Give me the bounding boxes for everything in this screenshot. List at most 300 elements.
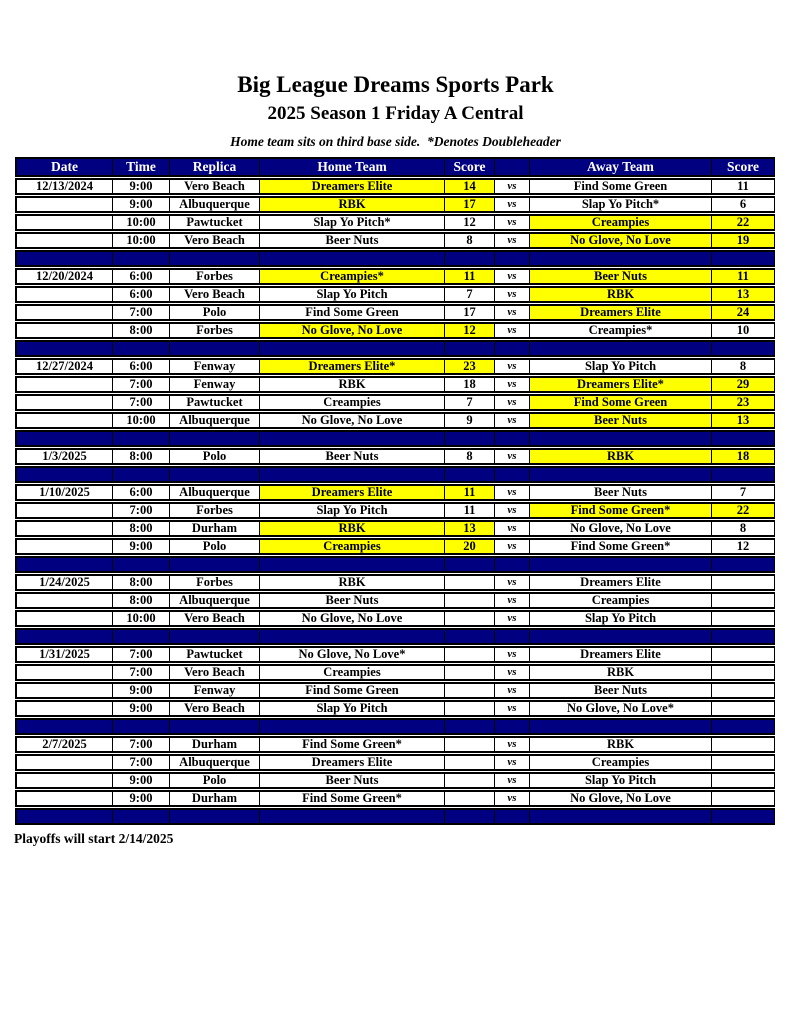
time-cell: 8:00 xyxy=(113,592,170,609)
date-cell xyxy=(15,232,113,249)
date-cell xyxy=(15,772,113,789)
column-header-away-score: Score xyxy=(712,157,775,177)
separator-cell xyxy=(530,718,712,735)
away-team-cell: Slap Yo Pitch* xyxy=(530,196,712,213)
away-team-cell: Creampies* xyxy=(530,322,712,339)
time-cell: 6:00 xyxy=(113,286,170,303)
schedule-row xyxy=(15,538,775,555)
separator-cell xyxy=(260,250,445,267)
time-cell: 7:00 xyxy=(113,754,170,771)
date-cell: 1/10/2025 xyxy=(15,484,113,501)
away-score-cell: 8 xyxy=(712,520,775,537)
replica-cell: Polo xyxy=(170,538,260,555)
date-cell xyxy=(15,394,113,411)
schedule-row xyxy=(15,790,775,807)
replica-cell: Vero Beach xyxy=(170,610,260,627)
time-cell: 7:00 xyxy=(113,646,170,663)
date-cell xyxy=(15,520,113,537)
replica-cell: Pawtucket xyxy=(170,214,260,231)
legend-note: Home team sits on third base side. *Denotes Doubleheader xyxy=(230,134,561,149)
away-team-cell: Beer Nuts xyxy=(530,484,712,501)
vs-cell: vs xyxy=(495,196,530,213)
column-header-date: Date xyxy=(15,157,113,177)
replica-cell: Albuquerque xyxy=(170,484,260,501)
separator-cell xyxy=(170,808,260,825)
home-team-cell: Find Some Green* xyxy=(260,736,445,753)
separator-cell xyxy=(445,556,495,573)
schedule-row xyxy=(15,412,775,429)
separator-cell xyxy=(260,466,445,483)
date-cell xyxy=(15,610,113,627)
date-separator-row xyxy=(15,250,775,267)
home-score-cell xyxy=(445,574,495,591)
schedule-row xyxy=(15,646,775,663)
separator-cell xyxy=(15,250,113,267)
separator-cell xyxy=(260,430,445,447)
away-team-cell: Slap Yo Pitch xyxy=(530,358,712,375)
separator-cell xyxy=(445,718,495,735)
away-score-cell: 22 xyxy=(712,502,775,519)
date-separator-row xyxy=(15,466,775,483)
away-score-cell: 8 xyxy=(712,358,775,375)
schedule-row xyxy=(15,358,775,375)
schedule-row xyxy=(15,754,775,771)
schedule-row xyxy=(15,664,775,681)
schedule-row xyxy=(15,772,775,789)
separator-cell xyxy=(445,340,495,357)
separator-cell xyxy=(15,718,113,735)
replica-cell: Forbes xyxy=(170,268,260,285)
separator-cell xyxy=(495,250,530,267)
away-team-cell: RBK xyxy=(530,286,712,303)
vs-cell: vs xyxy=(495,412,530,429)
date-cell xyxy=(15,412,113,429)
home-team-cell: No Glove, No Love xyxy=(260,610,445,627)
vs-cell: vs xyxy=(495,520,530,537)
away-score-cell xyxy=(712,700,775,717)
away-team-cell: RBK xyxy=(530,664,712,681)
schedule-row xyxy=(15,214,775,231)
separator-cell xyxy=(712,718,775,735)
schedule-row xyxy=(15,736,775,753)
home-score-cell xyxy=(445,790,495,807)
replica-cell: Albuquerque xyxy=(170,592,260,609)
vs-cell: vs xyxy=(495,232,530,249)
separator-cell xyxy=(530,430,712,447)
separator-cell xyxy=(712,808,775,825)
date-cell: 2/7/2025 xyxy=(15,736,113,753)
away-score-cell: 23 xyxy=(712,394,775,411)
home-team-cell: Creampies xyxy=(260,394,445,411)
column-header-time: Time xyxy=(113,157,170,177)
replica-cell: Forbes xyxy=(170,574,260,591)
separator-cell xyxy=(170,556,260,573)
away-score-cell: 12 xyxy=(712,538,775,555)
replica-cell: Fenway xyxy=(170,376,260,393)
time-cell: 9:00 xyxy=(113,682,170,699)
home-team-cell: RBK xyxy=(260,574,445,591)
away-score-cell: 19 xyxy=(712,232,775,249)
replica-cell: Forbes xyxy=(170,502,260,519)
replica-cell: Albuquerque xyxy=(170,196,260,213)
separator-cell xyxy=(712,340,775,357)
away-team-cell: Find Some Green xyxy=(530,178,712,195)
vs-cell: vs xyxy=(495,574,530,591)
home-team-cell: Find Some Green* xyxy=(260,790,445,807)
replica-cell: Albuquerque xyxy=(170,412,260,429)
home-score-cell xyxy=(445,682,495,699)
away-team-cell: Beer Nuts xyxy=(530,268,712,285)
time-cell: 8:00 xyxy=(113,448,170,465)
away-team-cell: No Glove, No Love* xyxy=(530,700,712,717)
away-team-cell: Dreamers Elite* xyxy=(530,376,712,393)
replica-cell: Vero Beach xyxy=(170,232,260,249)
date-cell: 1/24/2025 xyxy=(15,574,113,591)
separator-cell xyxy=(113,628,170,645)
date-cell: 12/27/2024 xyxy=(15,358,113,375)
time-cell: 7:00 xyxy=(113,394,170,411)
home-score-cell: 17 xyxy=(445,196,495,213)
date-cell xyxy=(15,592,113,609)
separator-cell xyxy=(495,556,530,573)
home-team-cell: Slap Yo Pitch xyxy=(260,700,445,717)
away-team-cell: RBK xyxy=(530,448,712,465)
date-cell xyxy=(15,754,113,771)
home-score-cell: 17 xyxy=(445,304,495,321)
date-separator-row xyxy=(15,340,775,357)
home-score-cell xyxy=(445,736,495,753)
date-cell: 12/13/2024 xyxy=(15,178,113,195)
away-score-cell xyxy=(712,574,775,591)
away-team-cell: Dreamers Elite xyxy=(530,574,712,591)
away-team-cell: Creampies xyxy=(530,754,712,771)
home-score-cell xyxy=(445,700,495,717)
home-score-cell: 11 xyxy=(445,484,495,501)
date-separator-row xyxy=(15,808,775,825)
away-score-cell: 7 xyxy=(712,484,775,501)
vs-cell: vs xyxy=(495,610,530,627)
schedule-row xyxy=(15,178,775,195)
vs-cell: vs xyxy=(495,700,530,717)
header-row xyxy=(15,157,775,177)
playoffs-note: Playoffs will start 2/14/2025 xyxy=(14,831,174,846)
time-cell: 8:00 xyxy=(113,574,170,591)
home-score-cell: 7 xyxy=(445,286,495,303)
away-score-cell: 13 xyxy=(712,286,775,303)
away-score-cell xyxy=(712,736,775,753)
home-score-cell: 18 xyxy=(445,376,495,393)
date-cell xyxy=(15,214,113,231)
away-team-cell: Beer Nuts xyxy=(530,682,712,699)
replica-cell: Vero Beach xyxy=(170,700,260,717)
home-team-cell: RBK xyxy=(260,376,445,393)
home-score-cell: 9 xyxy=(445,412,495,429)
home-score-cell xyxy=(445,772,495,789)
separator-cell xyxy=(495,340,530,357)
replica-cell: Vero Beach xyxy=(170,178,260,195)
vs-cell: vs xyxy=(495,754,530,771)
separator-cell xyxy=(15,340,113,357)
home-team-cell: Beer Nuts xyxy=(260,772,445,789)
schedule-body xyxy=(15,178,775,825)
vs-cell: vs xyxy=(495,304,530,321)
away-score-cell: 29 xyxy=(712,376,775,393)
separator-cell xyxy=(530,628,712,645)
home-team-cell: Find Some Green xyxy=(260,304,445,321)
separator-cell xyxy=(530,250,712,267)
home-team-cell: Beer Nuts xyxy=(260,232,445,249)
vs-cell: vs xyxy=(495,448,530,465)
vs-cell: vs xyxy=(495,376,530,393)
vs-cell: vs xyxy=(495,682,530,699)
date-cell xyxy=(15,538,113,555)
replica-cell: Vero Beach xyxy=(170,286,260,303)
home-team-cell: No Glove, No Love xyxy=(260,322,445,339)
home-team-cell: Beer Nuts xyxy=(260,448,445,465)
separator-cell xyxy=(445,808,495,825)
replica-cell: Vero Beach xyxy=(170,664,260,681)
date-cell: 1/31/2025 xyxy=(15,646,113,663)
schedule-row xyxy=(15,574,775,591)
home-team-cell: Creampies xyxy=(260,664,445,681)
schedule-row xyxy=(15,502,775,519)
separator-cell xyxy=(15,466,113,483)
away-score-cell xyxy=(712,664,775,681)
column-header-away-team: Away Team xyxy=(530,157,712,177)
away-team-cell: Slap Yo Pitch xyxy=(530,772,712,789)
vs-cell: vs xyxy=(495,484,530,501)
schedule-row xyxy=(15,610,775,627)
separator-cell xyxy=(712,556,775,573)
vs-cell: vs xyxy=(495,646,530,663)
time-cell: 6:00 xyxy=(113,358,170,375)
vs-cell: vs xyxy=(495,592,530,609)
home-score-cell xyxy=(445,592,495,609)
home-score-cell: 12 xyxy=(445,214,495,231)
separator-cell xyxy=(495,718,530,735)
home-team-cell: Dreamers Elite xyxy=(260,754,445,771)
time-cell: 10:00 xyxy=(113,412,170,429)
separator-cell xyxy=(113,340,170,357)
season-subtitle: 2025 Season 1 Friday A Central xyxy=(267,103,524,124)
separator-cell xyxy=(15,556,113,573)
home-team-cell: Creampies* xyxy=(260,268,445,285)
date-cell xyxy=(15,790,113,807)
separator-cell xyxy=(260,628,445,645)
home-score-cell xyxy=(445,646,495,663)
separator-cell xyxy=(712,466,775,483)
away-team-cell: Dreamers Elite xyxy=(530,304,712,321)
home-team-cell: Dreamers Elite xyxy=(260,484,445,501)
away-score-cell xyxy=(712,790,775,807)
home-score-cell: 23 xyxy=(445,358,495,375)
home-team-cell: Find Some Green xyxy=(260,682,445,699)
schedule-row xyxy=(15,196,775,213)
separator-cell xyxy=(445,250,495,267)
home-score-cell: 13 xyxy=(445,520,495,537)
time-cell: 7:00 xyxy=(113,304,170,321)
vs-cell: vs xyxy=(495,394,530,411)
away-score-cell xyxy=(712,754,775,771)
vs-cell: vs xyxy=(495,358,530,375)
schedule-table xyxy=(15,156,775,826)
vs-cell: vs xyxy=(495,736,530,753)
separator-cell xyxy=(530,340,712,357)
home-team-cell: Slap Yo Pitch xyxy=(260,286,445,303)
date-cell xyxy=(15,376,113,393)
date-cell xyxy=(15,304,113,321)
time-cell: 10:00 xyxy=(113,214,170,231)
separator-cell xyxy=(445,628,495,645)
separator-cell xyxy=(495,628,530,645)
away-score-cell: 22 xyxy=(712,214,775,231)
time-cell: 9:00 xyxy=(113,196,170,213)
separator-cell xyxy=(445,430,495,447)
schedule-row xyxy=(15,286,775,303)
replica-cell: Polo xyxy=(170,772,260,789)
replica-cell: Forbes xyxy=(170,322,260,339)
home-score-cell: 14 xyxy=(445,178,495,195)
away-team-cell: No Glove, No Love xyxy=(530,520,712,537)
away-score-cell xyxy=(712,772,775,789)
schedule-row xyxy=(15,394,775,411)
date-separator-row xyxy=(15,556,775,573)
schedule-row xyxy=(15,520,775,537)
vs-cell: vs xyxy=(495,268,530,285)
home-team-cell: Dreamers Elite xyxy=(260,178,445,195)
separator-cell xyxy=(113,250,170,267)
separator-cell xyxy=(445,466,495,483)
away-team-cell: Creampies xyxy=(530,214,712,231)
away-score-cell xyxy=(712,682,775,699)
vs-cell: vs xyxy=(495,322,530,339)
replica-cell: Polo xyxy=(170,448,260,465)
vs-cell: vs xyxy=(495,790,530,807)
replica-cell: Pawtucket xyxy=(170,646,260,663)
date-cell xyxy=(15,286,113,303)
schedule-row xyxy=(15,304,775,321)
separator-cell xyxy=(495,466,530,483)
away-score-cell: 6 xyxy=(712,196,775,213)
away-score-cell: 11 xyxy=(712,268,775,285)
separator-cell xyxy=(495,430,530,447)
home-score-cell: 20 xyxy=(445,538,495,555)
time-cell: 9:00 xyxy=(113,790,170,807)
time-cell: 8:00 xyxy=(113,520,170,537)
replica-cell: Durham xyxy=(170,790,260,807)
vs-cell: vs xyxy=(495,178,530,195)
separator-cell xyxy=(170,340,260,357)
replica-cell: Durham xyxy=(170,520,260,537)
schedule-row xyxy=(15,484,775,501)
replica-cell: Polo xyxy=(170,304,260,321)
home-team-cell: Slap Yo Pitch xyxy=(260,502,445,519)
schedule-row xyxy=(15,376,775,393)
separator-cell xyxy=(260,556,445,573)
date-cell xyxy=(15,322,113,339)
replica-cell: Albuquerque xyxy=(170,754,260,771)
replica-cell: Fenway xyxy=(170,682,260,699)
time-cell: 9:00 xyxy=(113,538,170,555)
column-header-replica: Replica xyxy=(170,157,260,177)
time-cell: 7:00 xyxy=(113,736,170,753)
away-team-cell: Find Some Green* xyxy=(530,538,712,555)
column-header-home-team: Home Team xyxy=(260,157,445,177)
schedule-row xyxy=(15,448,775,465)
separator-cell xyxy=(260,340,445,357)
home-team-cell: RBK xyxy=(260,196,445,213)
away-team-cell: No Glove, No Love xyxy=(530,790,712,807)
time-cell: 7:00 xyxy=(113,502,170,519)
date-cell: 12/20/2024 xyxy=(15,268,113,285)
separator-cell xyxy=(260,718,445,735)
separator-cell xyxy=(113,808,170,825)
replica-cell: Durham xyxy=(170,736,260,753)
away-team-cell: No Glove, No Love xyxy=(530,232,712,249)
time-cell: 9:00 xyxy=(113,178,170,195)
separator-cell xyxy=(530,556,712,573)
vs-cell: vs xyxy=(495,664,530,681)
vs-cell: vs xyxy=(495,214,530,231)
time-cell: 7:00 xyxy=(113,376,170,393)
separator-cell xyxy=(495,808,530,825)
date-separator-row xyxy=(15,430,775,447)
home-score-cell: 11 xyxy=(445,502,495,519)
time-cell: 9:00 xyxy=(113,700,170,717)
home-team-cell: Creampies xyxy=(260,538,445,555)
separator-cell xyxy=(113,556,170,573)
separator-cell xyxy=(113,430,170,447)
date-cell xyxy=(15,502,113,519)
schedule-row xyxy=(15,682,775,699)
vs-cell: vs xyxy=(495,772,530,789)
schedule-row xyxy=(15,592,775,609)
separator-cell xyxy=(530,808,712,825)
away-team-cell: Beer Nuts xyxy=(530,412,712,429)
separator-cell xyxy=(170,718,260,735)
page-title: Big League Dreams Sports Park xyxy=(237,72,554,97)
separator-cell xyxy=(15,628,113,645)
home-team-cell: Beer Nuts xyxy=(260,592,445,609)
away-team-cell: Slap Yo Pitch xyxy=(530,610,712,627)
date-cell xyxy=(15,682,113,699)
away-score-cell xyxy=(712,592,775,609)
separator-cell xyxy=(113,466,170,483)
time-cell: 6:00 xyxy=(113,268,170,285)
time-cell: 10:00 xyxy=(113,610,170,627)
separator-cell xyxy=(170,466,260,483)
home-score-cell: 7 xyxy=(445,394,495,411)
away-score-cell: 10 xyxy=(712,322,775,339)
home-team-cell: Dreamers Elite* xyxy=(260,358,445,375)
replica-cell: Pawtucket xyxy=(170,394,260,411)
away-team-cell: Creampies xyxy=(530,592,712,609)
away-score-cell: 13 xyxy=(712,412,775,429)
separator-cell xyxy=(260,808,445,825)
time-cell: 6:00 xyxy=(113,484,170,501)
separator-cell xyxy=(170,628,260,645)
column-header-home-score: Score xyxy=(445,157,495,177)
schedule-row xyxy=(15,268,775,285)
date-cell xyxy=(15,196,113,213)
separator-cell xyxy=(530,466,712,483)
separator-cell xyxy=(113,718,170,735)
home-score-cell xyxy=(445,610,495,627)
time-cell: 10:00 xyxy=(113,232,170,249)
away-team-cell: Find Some Green* xyxy=(530,502,712,519)
away-team-cell: RBK xyxy=(530,736,712,753)
time-cell: 7:00 xyxy=(113,664,170,681)
